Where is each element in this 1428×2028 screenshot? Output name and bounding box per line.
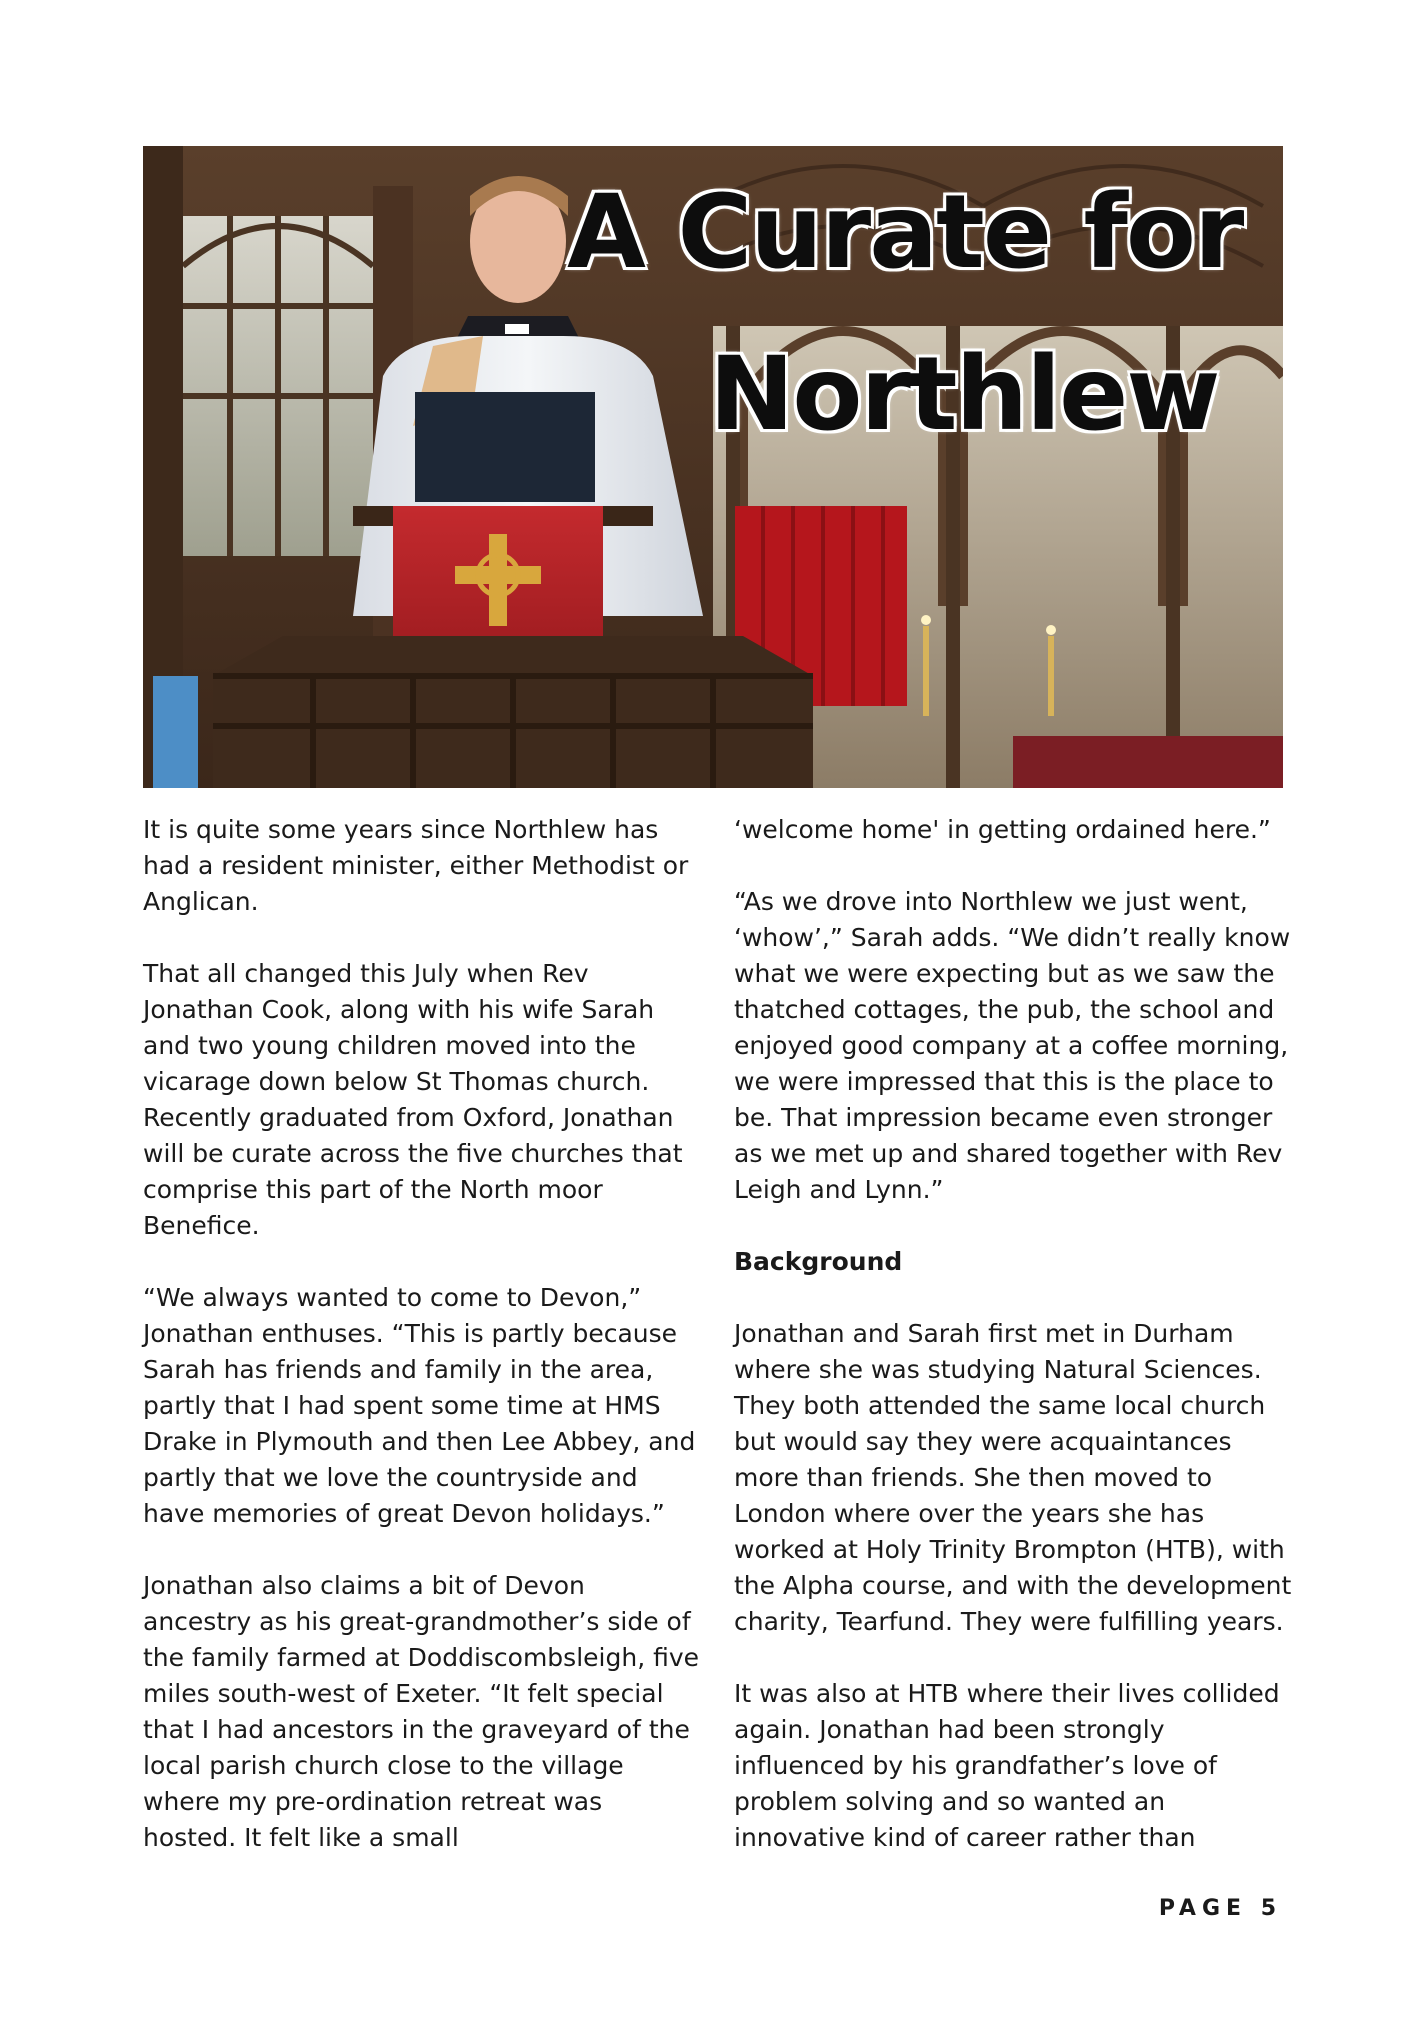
- article-paragraph: Jonathan and Sarah first met in Durham where she was studying Natural Sciences. They both attended the same local church but would say they were acquaintances more than friends. She then moved to London where over the years she has worked at Holy Trinity Brompton (HTB), with the Alpha course, and with the development charity, Tearfund. They were fulfilling years.: [734, 1319, 1292, 1636]
- hero-photo: [143, 146, 1283, 788]
- article-paragraph: It is quite some years since Northlew has had a resident minister, either Methodist or Anglican.: [143, 815, 689, 916]
- page-number: PAGE 5: [1158, 1896, 1282, 1921]
- article-column-right: [734, 812, 1294, 1856]
- article-paragraph: “As we drove into Northlew we just went, ‘whow’,” Sarah adds. “We didn’t really know what we were expecting but as we saw the thatched cottages, the pub, the school and enjoyed good company at a coffee morning, we were impressed that this is the place to be. That impression became even stronger as we met up and shared together with Rev Leigh and Lynn.”: [734, 887, 1291, 1204]
- hero-title-line-2: Northlew: [709, 335, 1219, 454]
- article-paragraph: ‘welcome home' in getting ordained here.”: [734, 815, 1271, 844]
- article-paragraph: “We always wanted to come to Devon,” Jonathan enthuses. “This is partly because Sarah has friends and family in the area, partly that I had spent some time at HMS Drake in Plymouth and then Lee Abbey, and partly that we love the countryside and have memories of great Devon holidays.”: [143, 1283, 696, 1528]
- hero-title-line-1: A Curate for: [567, 173, 1243, 292]
- article-paragraph: It was also at HTB where their lives collided again. Jonathan had been strongly influenced by his grandfather’s love of problem solving and so wanted an innovative kind of career rather than: [734, 1679, 1280, 1852]
- article-column-left: [143, 812, 699, 1856]
- section-heading: Background: [734, 1247, 903, 1276]
- article-paragraph: That all changed this July when Rev Jonathan Cook, along with his wife Sarah and two young children moved into the vicarage down below St Thomas church. Recently graduated from Oxford, Jonathan will be curate across the five churches that comprise this part of the North moor Benefice.: [143, 959, 683, 1240]
- church-interior-photo: [143, 146, 1283, 788]
- article-paragraph: Jonathan also claims a bit of Devon ancestry as his great-grandmother’s side of the family farmed at Doddiscombsleigh, five miles south-west of Exeter. “It felt special that I had ancestors in the graveyard of the local parish church close to the village where my pre-ordination retreat was hosted. It felt like a small: [143, 1571, 700, 1852]
